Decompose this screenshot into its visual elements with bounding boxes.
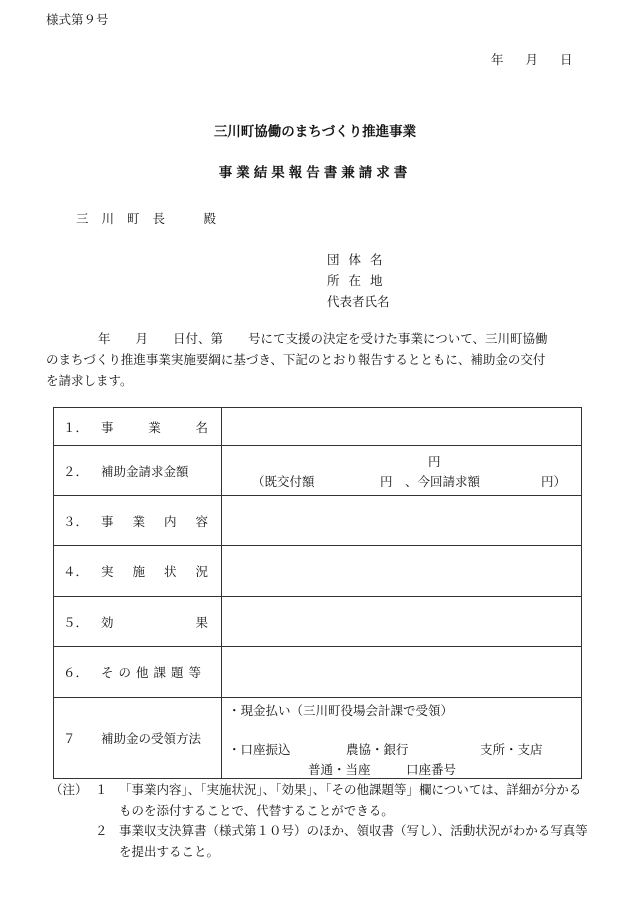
date-line: [491, 50, 573, 68]
account-type: 普通・当座: [308, 762, 371, 777]
label-char: 施: [132, 564, 145, 579]
project-content-field[interactable]: [222, 496, 582, 546]
table-row: [54, 597, 582, 647]
row-label: [54, 647, 222, 698]
label-text: 補助金請求金額: [101, 463, 189, 479]
applicant-group-name-label: 団体名: [327, 252, 392, 267]
cash-option[interactable]: ・現金払い（三川町役場会計課で受領）: [228, 703, 454, 718]
paragraph-line: のまちづくり推進事業実施要綱に基づき、下記のとおり報告するとともに、補助金の交付: [46, 352, 546, 367]
label-char: 況: [195, 564, 208, 579]
row-number: ３．: [63, 513, 89, 529]
date-year: 年: [491, 52, 504, 67]
label-char: 状: [163, 564, 177, 579]
table-row: [54, 446, 582, 496]
note-text: 事業収支決算書（様式第１０号）のほか、領収書（写し）、活動状況がわかる写真等を提出すること。: [119, 823, 588, 859]
amount-field[interactable]: [222, 446, 582, 496]
form-number: 様式第９号: [46, 12, 109, 27]
notes-head: （注）: [50, 782, 88, 797]
paragraph-line: 年 月 日付、第 号にて支援の決定を受けた事業について、三川町協働: [98, 331, 548, 346]
label-char: 容: [195, 513, 208, 529]
row-number: ２．: [63, 463, 89, 479]
label-char: 業: [148, 419, 161, 435]
table-row: [54, 546, 582, 597]
label-char: 業: [132, 513, 145, 529]
row-label: [54, 408, 222, 446]
transfer-option[interactable]: ・口座振込: [228, 742, 291, 757]
row-label: [54, 446, 222, 496]
applicant-address-label: 所在地: [327, 273, 392, 288]
note-item: [50, 821, 589, 862]
row-number: ５．: [63, 614, 89, 630]
effect-field[interactable]: [222, 597, 582, 647]
row-number: ６．: [63, 665, 89, 680]
notes-section: [50, 780, 589, 862]
label-text: 補助金の受領方法: [101, 731, 202, 746]
row-label: [54, 546, 222, 597]
note-number: ２: [95, 823, 108, 838]
date-day: 日: [560, 52, 573, 67]
table-row: [54, 408, 582, 446]
date-month: 月: [525, 52, 539, 67]
table-row: [54, 647, 582, 698]
table-row: [54, 496, 582, 546]
other-issues-field[interactable]: [222, 647, 582, 698]
table-row: [54, 698, 582, 779]
document-subtitle: 事業結果報告書兼請求書: [218, 165, 412, 181]
paragraph-line: を請求します。: [46, 373, 133, 388]
row-number: ４．: [63, 564, 89, 579]
label-char: 内: [163, 513, 177, 529]
project-name-field[interactable]: [222, 408, 582, 446]
receipt-method-field[interactable]: [222, 698, 582, 779]
bank-type: 農協・銀行: [346, 742, 409, 757]
row-number: １．: [63, 419, 89, 435]
row-number: ７: [63, 731, 76, 746]
account-number-label: 口座番号: [406, 762, 457, 777]
label-char: 果: [195, 614, 208, 630]
branch-type: 支所・支店: [480, 742, 543, 757]
implementation-status-field[interactable]: [222, 546, 582, 597]
amount-yen: 円: [428, 454, 441, 469]
applicant-representative-label: 代表者氏名: [327, 294, 390, 309]
note-number: １: [95, 782, 108, 797]
amount-close: 円）: [541, 474, 567, 489]
label-char: 実: [101, 564, 114, 579]
addressee: 三川町長 殿: [76, 211, 230, 226]
page-title: 三川町協働のまちづくり推進事業: [213, 124, 417, 140]
request-paragraph: [46, 328, 586, 391]
row-label: [54, 597, 222, 647]
note-item: [50, 780, 589, 821]
already-paid-label: （既交付額: [252, 474, 315, 489]
current-request-label: 円 、今回請求額: [380, 474, 481, 489]
label-char: 事: [101, 419, 114, 435]
label-char: 名: [195, 419, 208, 435]
row-label: [54, 496, 222, 546]
label-char: 事: [101, 513, 114, 529]
row-label: [54, 698, 222, 779]
applicant-block: [327, 249, 392, 312]
label-text: その他課題等: [101, 665, 207, 680]
note-text: 「事業内容」、「実施状況」、「効果」、「その他課題等」欄については、詳細が分かるものを添付することで、代替することができる。: [119, 782, 582, 818]
report-table: [53, 407, 582, 779]
label-char: 効: [101, 614, 114, 630]
